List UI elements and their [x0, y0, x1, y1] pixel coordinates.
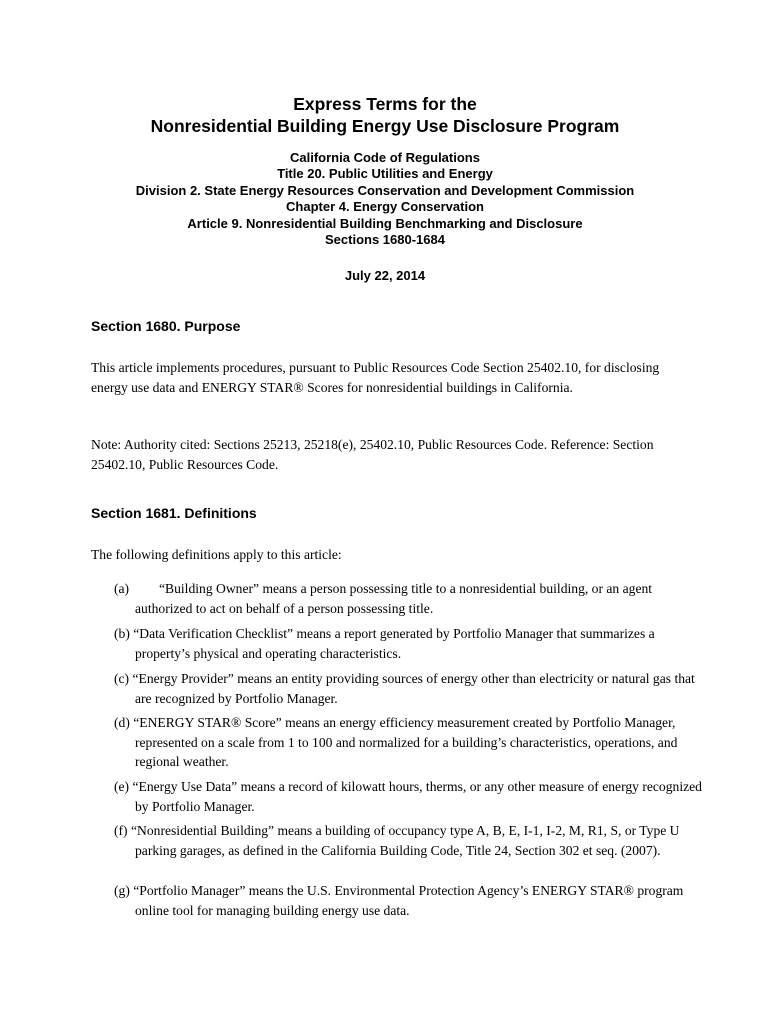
- definition-item: [114, 669, 710, 708]
- definition-label: (f): [114, 823, 128, 838]
- citation-line: Article 9. Nonresidential Building Benchmarking and Disclosure: [187, 215, 583, 231]
- regulation-citation-block: [0, 150, 770, 248]
- definition-item: [114, 579, 710, 618]
- definition-label: (a): [114, 581, 130, 596]
- definition-text: “ENERGY STAR® Score” means an energy efficiency measurement created by Portfolio Manager, represented on a scale from 1 to 100 and normalized for a building’s characteristics, operations, and regional weather.: [133, 715, 678, 770]
- definition-text: “Data Verification Checklist” means a report generated by Portfolio Manager that summarizes a property’s physical and operating characteristics.: [133, 626, 655, 661]
- definition-text: “Nonresidential Building” means a building of occupancy type A, B, E, I-1, I-2, M, R1, S, or Type U parking garages, as defined in the California Building Code, Title 24, Section 302 et seq. (2007).: [131, 823, 680, 858]
- document-date: July 22, 2014: [344, 268, 426, 283]
- definition-text: “Portfolio Manager” means the U.S. Environmental Protection Agency’s ENERGY STAR® program online tool for managing building energy use data.: [133, 883, 684, 918]
- definition-item: [114, 713, 710, 772]
- document-title-line-2: Nonresidential Building Energy Use Disclosure Program: [150, 116, 620, 136]
- definition-text: “Building Owner” means a person possessing title to a nonresidential building, or an agent authorized to act on behalf of a person possessing title.: [135, 581, 653, 616]
- definition-item: [114, 624, 710, 663]
- section-1680-note: Note: Authority cited: Sections 25213, 25218(e), 25402.10, Public Resources Code. Reference: Section 25402.10, Public Resources Code.: [91, 437, 654, 472]
- definition-item: [114, 821, 710, 860]
- definition-text: “Energy Use Data” means a record of kilowatt hours, therms, or any other measure of energy recognized by Portfolio Manager.: [132, 779, 702, 814]
- definition-item: [114, 881, 710, 920]
- definition-label: (c): [114, 671, 130, 686]
- citation-line: Title 20. Public Utilities and Energy: [277, 166, 493, 182]
- definition-item: [114, 777, 710, 816]
- section-1680-heading: Section 1680. Purpose: [91, 318, 241, 334]
- section-1681-heading: Section 1681. Definitions: [91, 505, 257, 521]
- definition-label: (g): [114, 883, 130, 898]
- citation-line: Sections 1680-1684: [325, 232, 445, 248]
- section-1680-body: This article implements procedures, pursuant to Public Resources Code Section 25402.10, for disclosing energy use data and ENERGY STAR® Scores for nonresidential buildings in California.: [91, 360, 660, 395]
- definition-text: “Energy Provider” means an entity providing sources of energy other than electricity or natural gas that are recognized by Portfolio Manager.: [132, 671, 695, 706]
- section-1681-intro: The following definitions apply to this article:: [91, 547, 342, 562]
- citation-line: California Code of Regulations: [290, 150, 480, 165]
- citation-line: Chapter 4. Energy Conservation: [286, 199, 484, 215]
- definition-label: (b): [114, 626, 130, 641]
- document-title-line-1: Express Terms for the: [293, 94, 477, 114]
- definition-label: (d): [114, 715, 130, 730]
- definition-label: (e): [114, 779, 130, 794]
- citation-line: Division 2. State Energy Resources Conservation and Development Commission: [135, 182, 635, 198]
